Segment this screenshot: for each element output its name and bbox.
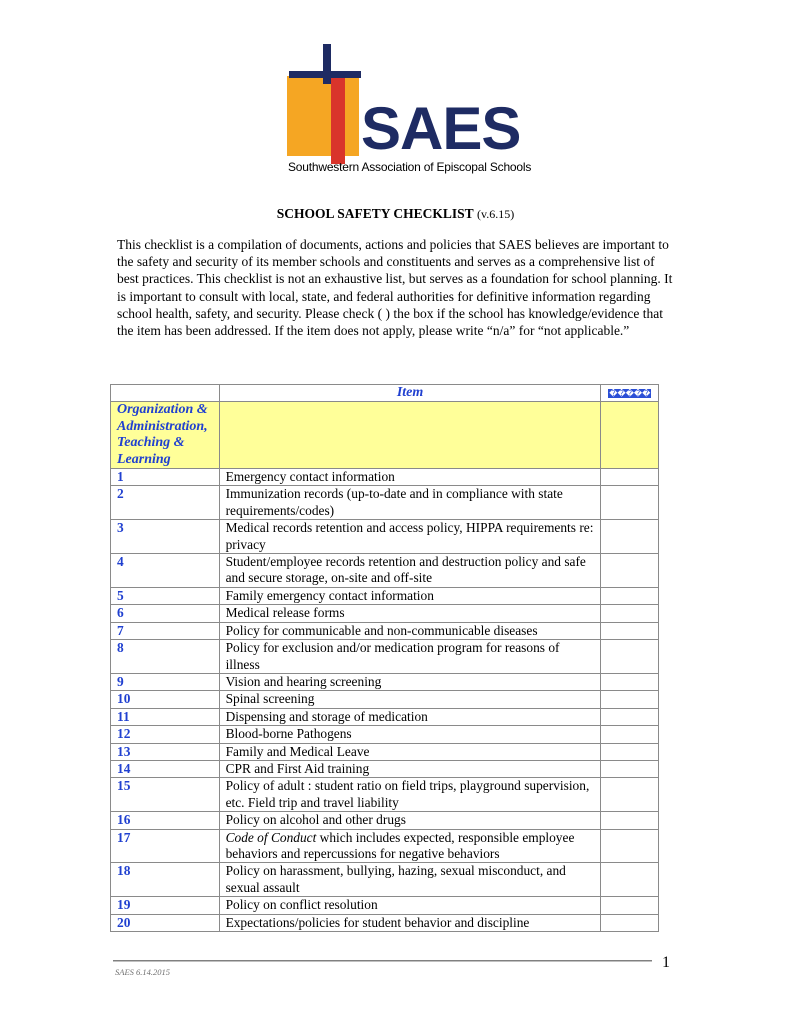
row-number: 13 [111, 743, 220, 760]
logo-subtitle: Southwestern Association of Episcopal Schools [288, 160, 532, 174]
table-row [111, 622, 659, 639]
row-item-text: which includes expected, responsible employee behaviors and repercussions for negative behaviors [225, 829, 575, 861]
logo-wordmark: SAES [361, 95, 521, 162]
row-checkbox-cell[interactable] [600, 863, 658, 897]
table-row [111, 520, 659, 554]
row-item: Policy on alcohol and other drugs [219, 812, 600, 829]
row-checkbox-cell[interactable] [600, 726, 658, 743]
table-row [111, 760, 659, 777]
row-number: 20 [111, 914, 220, 931]
row-checkbox-cell[interactable] [600, 554, 658, 588]
row-number: 15 [111, 778, 220, 812]
row-number: 3 [111, 520, 220, 554]
row-number: 14 [111, 760, 220, 777]
table-row [111, 708, 659, 725]
row-checkbox-cell[interactable] [600, 760, 658, 777]
row-number: 9 [111, 673, 220, 690]
intro-paragraph: This checklist is a compilation of documents, actions and policies that SAES believes are important to the safety and security of its member schools and constituents and serves as a comprehensive list of best practices. This checklist is not an exhaustive list, but serves as a foundation for school planning. It is important to consult with local, state, and federal authorities for definitive information regarding school health, safety, and security. Please check ( ) the box if the school has knowledge/evidence that the item has been addressed. If the item does not apply, please write “n/a” for “not applicable.” [117, 237, 673, 339]
page-number: 1 [662, 954, 670, 971]
row-item: Family emergency contact information [219, 587, 600, 604]
row-item: Medical release forms [219, 605, 600, 622]
header-item: Item [219, 385, 600, 402]
row-number: 10 [111, 691, 220, 708]
row-item [219, 829, 600, 863]
row-checkbox-cell[interactable] [600, 469, 658, 486]
header-check-glyphs: ����� [609, 389, 651, 399]
header-check [600, 385, 658, 402]
table-row [111, 726, 659, 743]
logo-orange-block-left [287, 76, 331, 156]
title-main: SCHOOL SAFETY CHECKLIST [276, 206, 474, 221]
table-header-row [111, 385, 659, 402]
row-checkbox-cell[interactable] [600, 673, 658, 690]
table-row [111, 673, 659, 690]
row-number: 19 [111, 897, 220, 914]
section-item-cell [219, 402, 600, 469]
row-item: CPR and First Aid training [219, 760, 600, 777]
section-check-cell [600, 402, 658, 469]
row-item: Student/employee records retention and destruction policy and safe and secure storage, on-site and off-site [219, 554, 600, 588]
table-row [111, 812, 659, 829]
row-number: 18 [111, 863, 220, 897]
table-row [111, 587, 659, 604]
row-item: Expectations/policies for student behavior and discipline [219, 914, 600, 931]
table-row [111, 897, 659, 914]
row-checkbox-cell[interactable] [600, 691, 658, 708]
row-checkbox-cell[interactable] [600, 897, 658, 914]
row-number: 2 [111, 486, 220, 520]
row-checkbox-cell[interactable] [600, 486, 658, 520]
footer-date: SAES 6.14.2015 [115, 967, 171, 977]
row-checkbox-cell[interactable] [600, 520, 658, 554]
row-number: 16 [111, 812, 220, 829]
title-version: (v.6.15) [476, 207, 515, 221]
table-row [111, 554, 659, 588]
table-row [111, 863, 659, 897]
row-item: Policy on conflict resolution [219, 897, 600, 914]
row-number: 5 [111, 587, 220, 604]
row-checkbox-cell[interactable] [600, 622, 658, 639]
row-number: 6 [111, 605, 220, 622]
row-item: Policy for communicable and non-communicable diseases [219, 622, 600, 639]
row-item: Spinal screening [219, 691, 600, 708]
logo-orange-block-right [345, 76, 359, 156]
row-item: Vision and hearing screening [219, 673, 600, 690]
row-item: Family and Medical Leave [219, 743, 600, 760]
table-row [111, 469, 659, 486]
row-number: 1 [111, 469, 220, 486]
table-row [111, 605, 659, 622]
row-item: Blood-borne Pathogens [219, 726, 600, 743]
row-checkbox-cell[interactable] [600, 605, 658, 622]
table-row [111, 778, 659, 812]
table-row [111, 829, 659, 863]
table-row [111, 486, 659, 520]
row-item: Policy on harassment, bullying, hazing, sexual misconduct, and sexual assault [219, 863, 600, 897]
row-item: Emergency contact information [219, 469, 600, 486]
row-item: Policy of adult : student ratio on field trips, playground supervision, etc. Field trip and travel liability [219, 778, 600, 812]
row-item-italic: Code of Conduct [225, 829, 317, 845]
row-item: Medical records retention and access policy, HIPPA requirements re: privacy [219, 520, 600, 554]
row-item: Policy for exclusion and/or medication program for reasons of illness [219, 640, 600, 674]
row-checkbox-cell[interactable] [600, 708, 658, 725]
row-item: Dispensing and storage of medication [219, 708, 600, 725]
table-row [111, 640, 659, 674]
section-title: Organization & Administration, Teaching & Learning [111, 402, 220, 469]
table-row [111, 691, 659, 708]
row-number: 4 [111, 554, 220, 588]
row-number: 7 [111, 622, 220, 639]
row-number: 11 [111, 708, 220, 725]
row-number: 12 [111, 726, 220, 743]
footer-rule [113, 960, 652, 962]
row-checkbox-cell[interactable] [600, 640, 658, 674]
logo-red-bar [331, 72, 345, 164]
row-checkbox-cell[interactable] [600, 914, 658, 931]
header-number-cell [111, 385, 220, 402]
row-number: 8 [111, 640, 220, 674]
row-checkbox-cell[interactable] [600, 812, 658, 829]
section-row [111, 402, 659, 469]
row-checkbox-cell[interactable] [600, 829, 658, 863]
row-checkbox-cell[interactable] [600, 587, 658, 604]
table-row [111, 743, 659, 760]
row-number: 17 [111, 829, 220, 863]
row-checkbox-cell[interactable] [600, 743, 658, 760]
page-title [0, 206, 791, 222]
table-row [111, 914, 659, 931]
row-item: Immunization records (up-to-date and in compliance with state requirements/codes) [219, 486, 600, 520]
logo-navy-horizontal [289, 71, 361, 78]
row-checkbox-cell[interactable] [600, 778, 658, 812]
checklist-table [110, 384, 659, 932]
